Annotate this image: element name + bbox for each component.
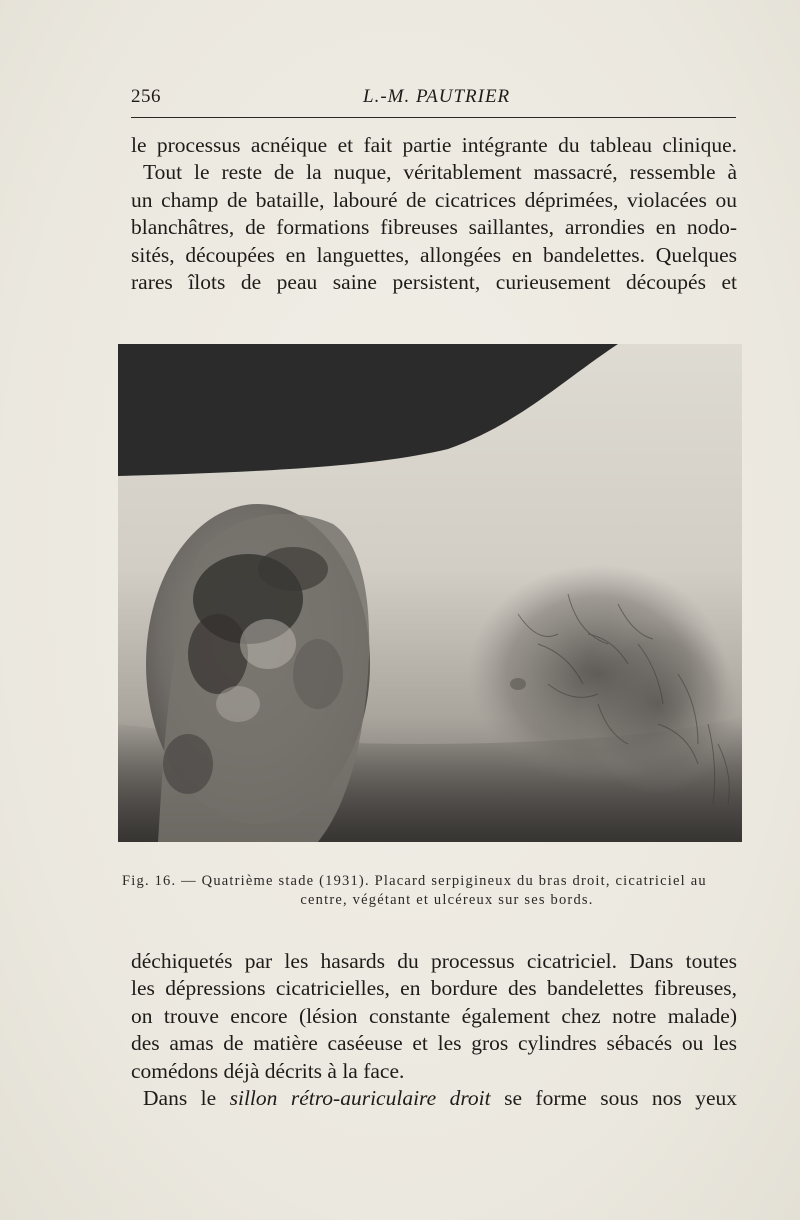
text-line: blanchâtres, de formations fibreuses saillantes, arrondies en nodo- [131, 215, 737, 240]
top-paragraph [131, 132, 737, 296]
text-line: Tout le reste de la nuque, véritablement massacré, ressemble à [143, 160, 737, 185]
figure-caption [122, 872, 742, 910]
text-line: déchiquetés par les hasards du processus cicatriciel. Dans toutes [131, 949, 737, 973]
running-head [131, 86, 736, 112]
text-fragment: Dans le [143, 1086, 230, 1111]
text-line: comédons déjà décrits à la face. [131, 1058, 405, 1083]
text-line: on trouve encore (lésion constante également chez notre malade) [131, 1003, 737, 1028]
bottom-paragraph [131, 948, 737, 1112]
clinical-photograph [118, 344, 742, 842]
running-title: L.-M. PAUTRIER [363, 86, 511, 107]
italic-term: sillon rétro-auriculaire droit [229, 1086, 491, 1111]
header-rule [131, 117, 736, 118]
text-line: sités, découpées en languettes, allongées en bandelettes. Quelques [131, 242, 737, 267]
text-line: des amas de matière caséeuse et les gros cylindres sébacés ou les [131, 1031, 737, 1056]
page-number: 256 [131, 86, 161, 107]
text-line: les dépressions cicatricielles, en bordure des bandelettes fibreuses, [131, 976, 737, 1001]
text-line: le processus acnéique et fait partie intégrante du tableau clinique. [131, 133, 737, 157]
text-fragment: se forme sous nos yeux [490, 1086, 738, 1111]
caption-line: Fig. 16. — Quatrième stade (1931). Placard serpigineux du bras droit, cicatriciel au [122, 873, 707, 889]
text-line: un champ de bataille, labouré de cicatrices déprimées, violacées ou [131, 187, 737, 212]
text-line: rares îlots de peau saine persistent, curieusement découpés et [131, 270, 737, 295]
caption-line: centre, végétant et ulcéreux sur ses bords. [300, 892, 594, 908]
text-line-mixed [131, 1085, 737, 1112]
